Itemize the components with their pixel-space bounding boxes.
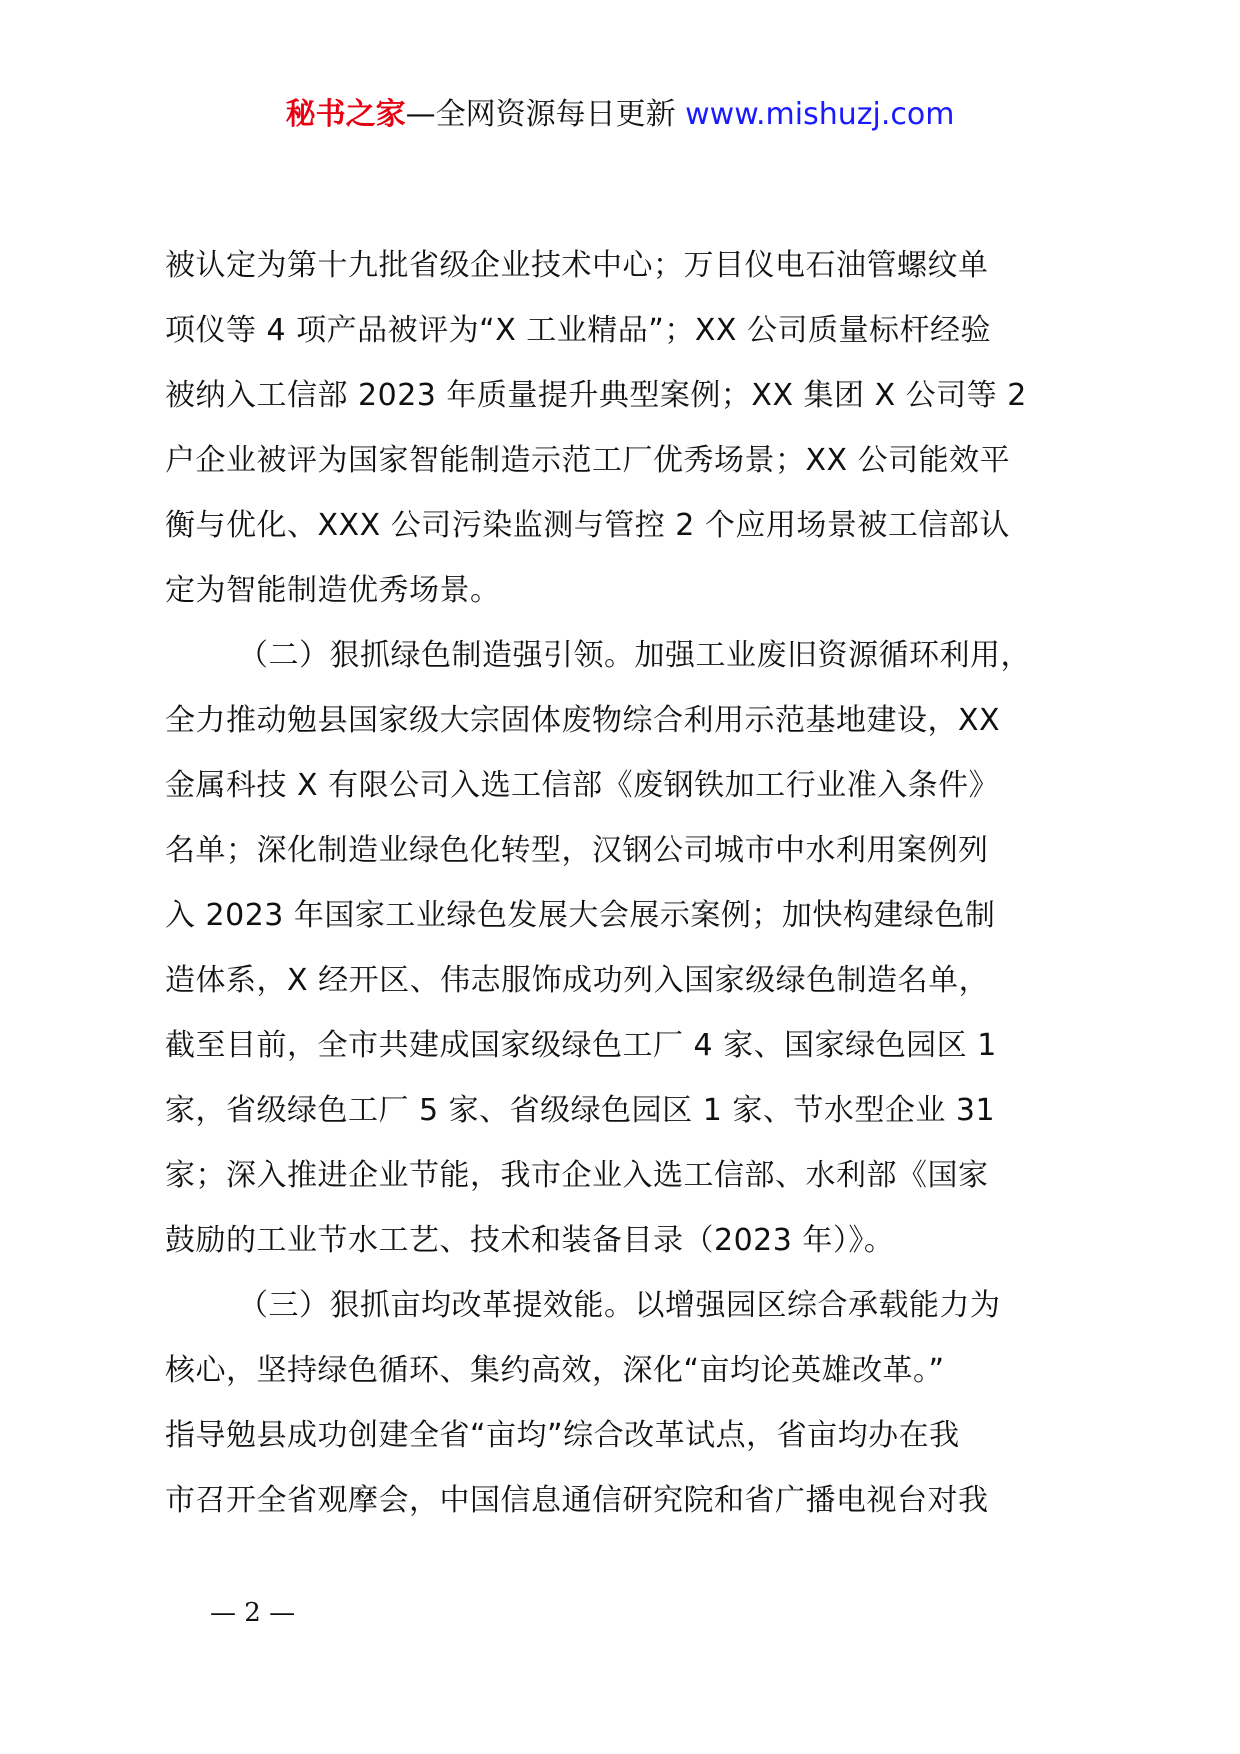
section-heading-line: （二）狠抓绿色制造强引领。加强工业废旧资源循环利用， (238, 638, 1031, 673)
brand-name: 秘书之家 (285, 97, 406, 132)
text-line: 被认定为第十九批省级企业技术中心；万目仪电石油管螺纹单 (165, 248, 989, 283)
text-line: 家；深入推进企业节能，我市企业入选工信部、水利部《国家 (165, 1158, 989, 1193)
text-line: 鼓励的工业节水工艺、技术和装备目录（2023 年）》。 (165, 1223, 895, 1258)
text-line: 名单；深化制造业绿色化转型，汉钢公司城市中水利用案例列 (165, 833, 989, 868)
text-line: 户企业被评为国家智能制造示范工厂优秀场景；XX 公司能效平 (165, 443, 1011, 478)
text-line: 金属科技 X 有限公司入选工信部《废钢铁加工行业准入条件》 (165, 768, 1000, 803)
text-line: 衡与优化、XXX 公司污染监测与管控 2 个应用场景被工信部认 (165, 508, 1010, 543)
document-body (165, 233, 1100, 1533)
header-tagline: —全网资源每日更新 (405, 97, 676, 132)
page-number: — 2 — (210, 1598, 296, 1628)
section-heading-line: （三）狠抓亩均改革提效能。以增强园区综合承载能力为 (238, 1288, 1001, 1323)
text-line: 全力推动勉县国家级大宗固体废物综合利用示范基地建设，XX (165, 703, 1001, 738)
text-line: 市召开全省观摩会，中国信息通信研究院和省广播电视台对我 (165, 1483, 989, 1518)
site-header (0, 95, 1240, 135)
site-url-link[interactable]: www.mishuzj.com (685, 97, 955, 132)
text-line: 指导勉县成功创建全省“亩均”综合改革试点，省亩均办在我 (165, 1418, 960, 1453)
text-line: 造体系，X 经开区、伟志服饰成功列入国家级绿色制造名单， (165, 963, 990, 998)
text-line: 被纳入工信部 2023 年质量提升典型案例；XX 集团 X 公司等 2 (165, 378, 1027, 413)
text-line: 家，省级绿色工厂 5 家、省级绿色园区 1 家、节水型企业 31 (165, 1093, 996, 1128)
text-line: 入 2023 年国家工业绿色发展大会展示案例；加快构建绿色制 (165, 898, 996, 933)
text-line: 核心，坚持绿色循环、集约高效，深化“亩均论英雄改革。” (165, 1353, 945, 1388)
text-line: 定为智能制造优秀场景。 (165, 573, 501, 608)
text-line: 项仪等 4 项产品被评为“X 工业精品”；XX 公司质量标杆经验 (165, 313, 991, 348)
text-line: 截至目前，全市共建成国家级绿色工厂 4 家、国家绿色园区 1 (165, 1028, 997, 1063)
